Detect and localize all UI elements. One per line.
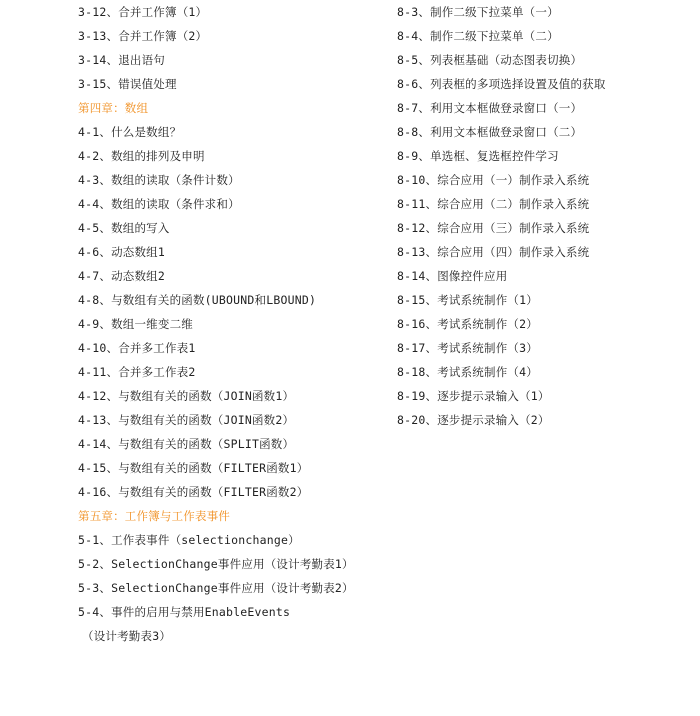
toc-item: 4-4、数组的读取（条件求和） xyxy=(78,197,240,211)
toc-item: 3-14、退出语句 xyxy=(78,53,165,67)
toc-item: 5-4、事件的启用与禁用EnableEvents xyxy=(78,605,291,619)
toc-item: 8-6、列表框的多项选择设置及值的获取 xyxy=(397,77,606,91)
toc-item: 4-9、数组一维变二维 xyxy=(78,317,193,331)
toc-item: 4-12、与数组有关的函数（JOIN函数1） xyxy=(78,389,295,403)
left-column xyxy=(78,0,378,648)
toc-item: 8-7、利用文本框做登录窗口（一） xyxy=(397,101,583,115)
toc-item: 8-20、逐步提示录输入（2） xyxy=(397,413,550,427)
toc-item: 5-3、SelectionChange事件应用（设计考勤表2） xyxy=(78,581,354,595)
chapter-heading: 第五章：工作簿与工作表事件 xyxy=(78,509,231,523)
toc-item: 4-8、与数组有关的函数(UBOUND和LBOUND) xyxy=(78,293,317,307)
toc-item: 5-2、SelectionChange事件应用（设计考勤表1） xyxy=(78,557,354,571)
toc-item: 5-1、工作表事件（selectionchange） xyxy=(78,533,300,547)
toc-item: 8-13、综合应用（四）制作录入系统 xyxy=(397,245,590,259)
toc-item: 4-15、与数组有关的函数（FILTER函数1） xyxy=(78,461,309,475)
toc-item: 4-1、什么是数组？ xyxy=(78,125,182,139)
toc-item: 4-10、合并多工作表1 xyxy=(78,341,196,355)
toc-item: 4-11、合并多工作表2 xyxy=(78,365,196,379)
toc-item: 4-6、动态数组1 xyxy=(78,245,165,259)
toc-item: 4-5、数组的写入 xyxy=(78,221,170,235)
toc-item: 8-5、列表框基础（动态图表切换） xyxy=(397,53,583,67)
chapter-heading: 第四章：数组 xyxy=(78,101,149,115)
toc-item: 3-12、合并工作簿（1） xyxy=(78,5,208,19)
toc-item: 8-10、综合应用（一）制作录入系统 xyxy=(397,173,590,187)
toc-item: 4-2、数组的排列及申明 xyxy=(78,149,205,163)
toc-item: 8-9、单选框、复选框控件学习 xyxy=(397,149,559,163)
toc-item: 8-8、利用文本框做登录窗口（二） xyxy=(397,125,583,139)
toc-item: 8-12、综合应用（三）制作录入系统 xyxy=(397,221,590,235)
toc-item: 3-13、合并工作簿（2） xyxy=(78,29,208,43)
toc-item: 8-14、图像控件应用 xyxy=(397,269,508,283)
toc-item: 8-3、制作二级下拉菜单（一） xyxy=(397,5,559,19)
toc-item: 8-16、考试系统制作（2） xyxy=(397,317,538,331)
toc-item: 8-17、考试系统制作（3） xyxy=(397,341,538,355)
toc-item: 4-7、动态数组2 xyxy=(78,269,165,283)
toc-item: 4-3、数组的读取（条件计数） xyxy=(78,173,240,187)
toc-item: 8-11、综合应用（二）制作录入系统 xyxy=(397,197,590,211)
toc-item: 8-19、逐步提示录输入（1） xyxy=(397,389,550,403)
toc-item: 4-14、与数组有关的函数（SPLIT函数） xyxy=(78,437,295,451)
toc-item: 8-18、考试系统制作（4） xyxy=(397,365,538,379)
toc-item: 4-13、与数组有关的函数（JOIN函数2） xyxy=(78,413,295,427)
toc-item: 3-15、错误值处理 xyxy=(78,77,177,91)
toc-item: 8-4、制作二级下拉菜单（二） xyxy=(397,29,559,43)
toc-item: 4-16、与数组有关的函数（FILTER函数2） xyxy=(78,485,309,499)
right-column xyxy=(397,0,697,432)
toc-item: 8-15、考试系统制作（1） xyxy=(397,293,538,307)
toc-item: （设计考勤表3） xyxy=(82,629,172,643)
